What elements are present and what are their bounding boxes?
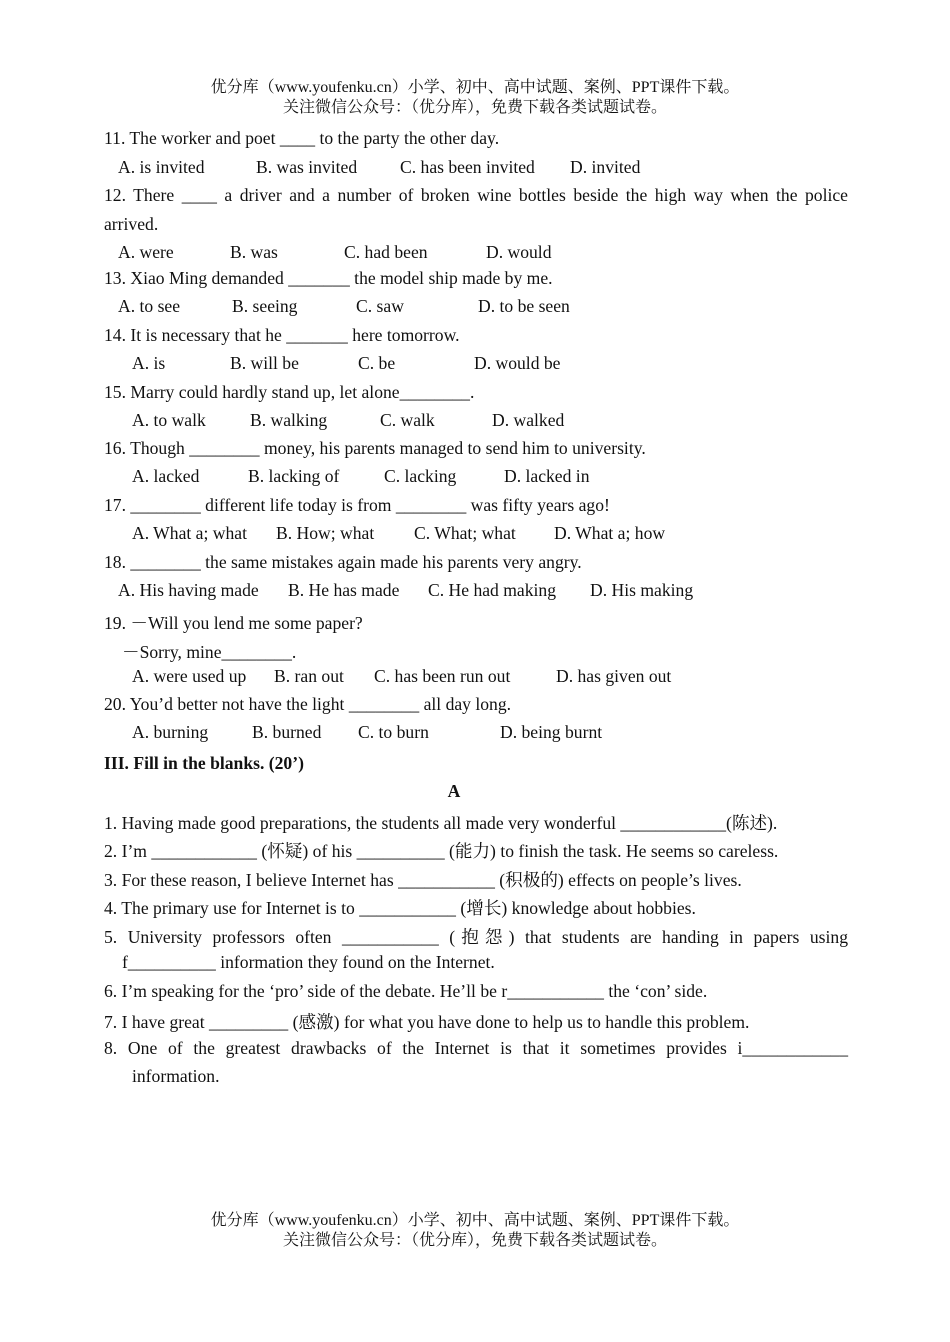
fill-item-cont: information. [132,1066,220,1086]
fill-item: 2. I’m ____________ (怀疑) of his __________ (能力) to finish the task. He seems so careless. [104,841,779,861]
question-stem: 14. It is necessary that he _______ here tomorrow. [104,325,460,345]
footer-line-1: 优分库（www.youfenku.cn）小学、初中、高中试题、案例、PPT课件下载。 [210,1212,740,1229]
option: A. His having made [118,580,259,600]
option: A. is [132,353,166,373]
question-stem: 17. ________ different life today is from ________ was fifty years ago! [104,495,610,515]
fill-item: 7. I have great _________ (感激) for what you have done to help us to handle this problem. [104,1012,750,1032]
header-line-1: 优分库（www.youfenku.cn）小学、初中、高中试题、案例、PPT课件下载。 [210,79,740,96]
fill-item: 3. For these reason, I believe Internet has ___________ (积极的) effects on people’s lives. [104,870,742,890]
option: B. was [230,242,278,262]
fill-item: 1. Having made good preparations, the students all made very wonderful ____________(陈述). [104,813,778,833]
option: D. to be seen [478,296,570,316]
question-stem: 19. －Will you lend me some paper? [104,613,363,633]
option: B. will be [230,353,299,373]
option: C. He had making [428,580,557,600]
option: A. to see [118,296,181,316]
header-line-2: 关注微信公众号：（优分库），免费下载各类试题试卷。 [282,99,667,116]
option: C. saw [356,296,404,316]
question-stem: 16. Though ________ money, his parents managed to send him to university. [104,438,646,458]
footer-line-2: 关注微信公众号：（优分库），免费下载各类试题试卷。 [282,1232,667,1249]
option: A. What a; what [132,523,247,543]
option: C. has been run out [374,666,511,686]
option: C. lacking [384,466,457,486]
question-stem: 18. ________ the same mistakes again made his parents very angry. [104,552,582,572]
option: D. walked [492,410,565,430]
option: A. is invited [118,157,205,177]
section-subtitle: A [447,781,461,801]
option: B. burned [252,722,322,742]
option: D. would be [474,353,561,373]
option: B. How; what [276,523,375,543]
question-stem: 20. You’d better not have the light ________ all day long. [104,694,512,714]
question-stem: 12. There ____ a driver and a number of broken wine bottles beside the high way when the police [104,185,848,205]
option: C. walk [380,410,435,430]
fill-item: 8. One of the greatest drawbacks of the Internet is that it sometimes provides i____________ [104,1038,848,1058]
option: C. has been invited [400,157,535,177]
question-stem: 13. Xiao Ming demanded _______ the model ship made by me. [104,268,553,288]
option: D. would [486,242,552,262]
question-stem-cont: arrived. [104,214,159,234]
question-stem: 15. Marry could hardly stand up, let alone________. [104,382,475,402]
fill-item: 5. University professors often ___________ (抱怨) that students are handing in papers using [104,927,848,947]
option: A. were [118,242,174,262]
option: A. burning [132,722,209,742]
option: C. had been [344,242,428,262]
option: D. His making [590,580,694,600]
option: B. He has made [288,580,400,600]
option: D. What a; how [554,523,666,543]
option: D. lacked in [504,466,590,486]
question-stem: 11. The worker and poet ____ to the party the other day. [104,128,500,148]
option: B. was invited [256,157,358,177]
section-title: III. Fill in the blanks. (20’) [104,753,304,773]
fill-item-cont: f__________ information they found on the Internet. [122,952,495,972]
option: C. to burn [358,722,429,742]
option: A. to walk [132,410,206,430]
fill-item: 6. I’m speaking for the ‘pro’ side of the debate. He’ll be r___________ the ‘con’ side. [104,981,708,1001]
option: C. What; what [414,523,516,543]
option: B. lacking of [248,466,340,486]
fill-item: 4. The primary use for Internet is to ___________ (增长) knowledge about hobbies. [104,898,696,918]
option: D. invited [570,157,641,177]
option: B. seeing [232,296,298,316]
option: D. being burnt [500,722,603,742]
option: B. walking [250,410,328,430]
option: B. ran out [274,666,344,686]
option: D. has given out [556,666,672,686]
page-header [0,78,950,118]
page-footer [0,1211,950,1251]
option: C. be [358,353,396,373]
option: A. were used up [132,666,247,686]
option: A. lacked [132,466,200,486]
question-stem-cont: －Sorry, mine________. [122,642,297,662]
